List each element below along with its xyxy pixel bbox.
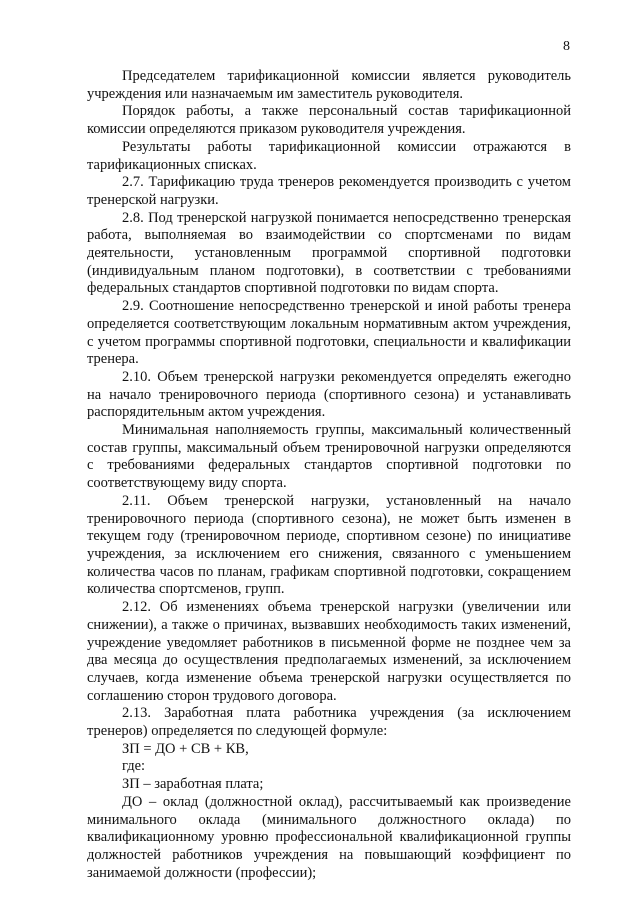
paragraph-results: Результаты работы тарификационной комиссии отражаются в тарификационных списках. xyxy=(87,138,571,173)
paragraph-chairman: Председателем тарификационной комиссии является руководитель учреждения или назначаемым им заместитель руководителя. xyxy=(87,68,571,102)
paragraph-2-13: 2.13. Заработная плата работника учреждения (за исключением тренеров) определяется по следующей формуле: xyxy=(87,705,571,740)
salary-formula: ЗП = ДО + СВ + КВ, xyxy=(122,740,249,757)
paragraph-2-10: 2.10. Объем тренерской нагрузки рекомендуется определять ежегодно на начало тренировочного периода (спортивного сезона) и устанавливать распорядительным актом учреждения. xyxy=(87,368,571,421)
paragraph-group-size: Минимальная наполняемость группы, максимальный количественный состав группы, максимальный объем тренировочной нагрузки определяются с требованиями федеральных стандартов спортивной подготовки по соответствующему виду спорта. xyxy=(87,422,571,492)
paragraph-2-12: 2.12. Об изменениях объема тренерской нагрузки (увеличении или снижении), а также о причинах, вызвавших необходимость таких изменений, учреждение уведомляет работников в письменной форме не позднее чем за два месяца до осуществления предполагаемых изменений, за исключением случаев, когда изменение объема тренерской нагрузки осуществляется по соглашению сторон трудового договора. xyxy=(87,599,571,704)
document-body xyxy=(87,68,571,882)
paragraph-procedure: Порядок работы, а также персональный состав тарификационной комиссии определяются приказом руководителя учреждения. xyxy=(87,103,571,138)
definition-zp: ЗП – заработная плата; xyxy=(122,776,264,793)
paragraph-2-8: 2.8. Под тренерской нагрузкой понимается непосредственно тренерская работа, выполняемая во взаимодействии со спортсменами по видам деятельности, установленным программой спортивной подготовки (индивидуальным планом подготовки), в соответствии с требованиями федеральных стандартов спортивной подготовки по видам спорта. xyxy=(87,209,571,297)
formula-where: где: xyxy=(122,758,146,775)
paragraph-2-7: 2.7. Тарификацию труда тренеров рекомендуется производить с учетом тренерской нагрузки. xyxy=(87,174,571,208)
definition-do: ДО – оклад (должностной оклад), рассчитываемый как произведение минимального оклада (минимального должностного оклада) по квалификационному уровню профессиональной квалификационной группы должностей работников учреждения на повышающий коэффициент по занимаемой должности (профессии); xyxy=(87,793,571,881)
page-number: 8 xyxy=(563,39,570,54)
paragraph-2-9: 2.9. Соотношение непосредственно тренерской и иной работы тренера определяется соответствующим локальным нормативным актом учреждения, с учетом программы спортивной подготовки, специальности и квалификации тренера. xyxy=(87,298,571,368)
paragraph-2-11: 2.11. Объем тренерской нагрузки, установленный на начало тренировочного периода (спортивного сезона), не может быть изменен в текущем году (тренировочном периоде, спортивном сезоне) по инициативе учреждения, за исключением его снижения, связанного с уменьшением количества часов по планам, графикам спортивной подготовки, сокращением количества спортсменов, групп. xyxy=(87,492,571,598)
